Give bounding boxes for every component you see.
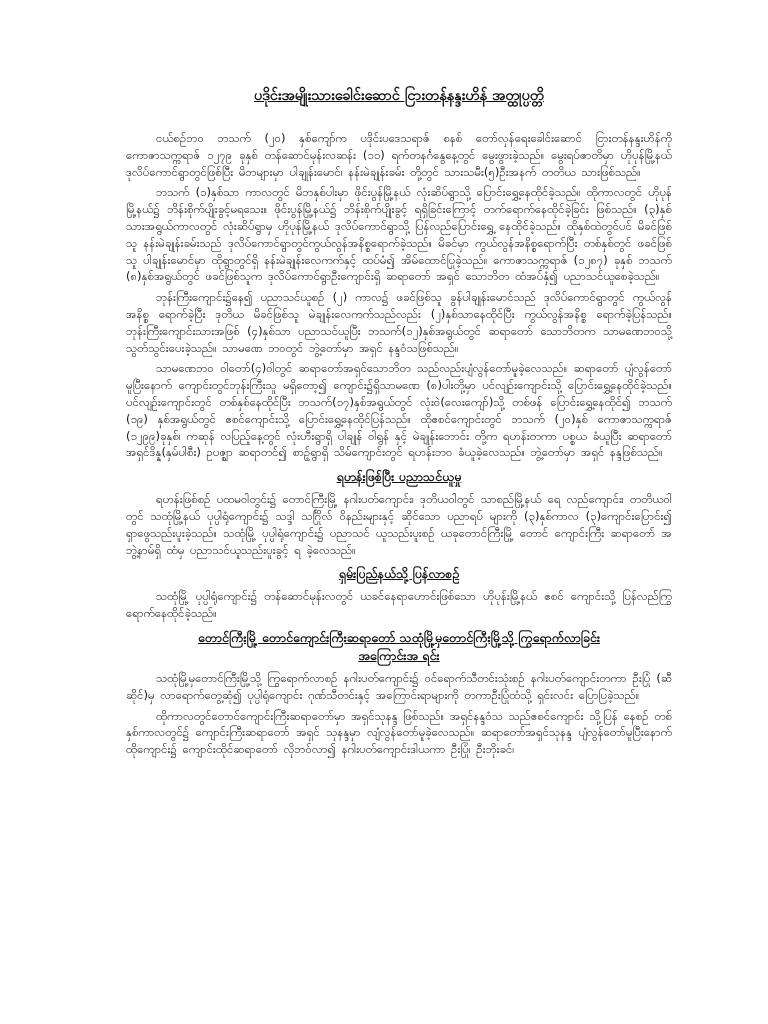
paragraph-monkhood: သာမဏေဘဝ ဝါတော်(၄)ဝါတွင် ဆရာတော်အရှင်သောဘိတ သည်လည်းပျံလွန်တော်မူခဲ့လေသည်။ ဆရာတော် ပျံလွန်တော်မူပြီးနောက် ကျောင်းတွင်ဘုန်းကြီးသူ မရှိတော့၍ ကျောင်း၌ရှိသာမဏေ (၈)ပါးတို့မှာ ပင်လျဉ်းကျောင်းသို့ ပြောင်းရွှေ့နေထိုင်ခဲ့သည်။ ပင်လျဉ်းကျောင်းတွင် တစ်နှစ်နေထိုင်ပြီး ဘသက်(၁၇)နှစ်အရွယ်တွင် လုံးဝဲ(လေးကျော်)သို့ တစ်ဖန် ပြောင်းရွှေ့နေထိုင်၍ ဘသက် (၁၉) နှစ်အရွယ်တွင် ဧစင်ကျောင်းသို့ ပြောင်းရွှေ့နေထိုင်ပြန်သည်။ ထိုဧစင်ကျောင်းတွင် ဘသက် (၂၀)နှစ် ကောဇာသက္ကရာဇ် (၁၂၉၉)ခုနှစ်၊ ကဆုန် လပြည့်နေ့တွင် လုံးဟီးရွာရှိ ပါချုန် ဝါရွန် နှင့် မဲချုန်းဘောင်း တို့က ရဟန်းတကာ ပစ္စယ ခံယူပြီး ဆရာတော် အရှင်ဒိန္န(နှမ်ပါစီး) ဥပဇ္ဈာ ဆရာတင်၍ စာဥ့်ရွာရှိ သိမ်ကျောင်းတွင် ရဟန်းဘဝ ခံယူခဲ့လေသည်။ ဘွဲ့တော်မှာ အရှင် နန္ဒဖြစ်သည်။ [126,361,672,460]
section-heading-education: ရဟန်းဖြစ်ပြီး ပညာသင်ယူမှု [336,469,462,485]
paragraph-childhood: ဘသက် (၁)နှစ်သာ ကာလတွင် မိဘနှစ်ပါးမှာ ဖိုင်းပွန်မြို့နယ် လုံးဆိပ်ရွာသို့ ပြောင်းရွှေ့နေထိုင်ခဲ့သည်။ ထိုကာလတွင် ဟိုပုန်မြို့နယ်၌ ဘိန်းစိုက်ပျိုးခွင့်မရသေး။ ဖိုင်းပွန်မြို့နယ်၌ ဘိန်းစိုက်ပျိုးခွင့် ရရှိခြင်းကြောင့် တက်ရောက်နေထိုင်ခဲ့ခြင်း ဖြစ်သည်။ (၃)နှစ်သားအရွယ်ကာလတွင် လုံးဆိပ်ရွာမှ ဟိုပုန်မြို့နယ် ဒုလိပ်ကောင်ရွာသို့ ပြန်လည်ပြောင်းရွှေ့ နေထိုင်ခဲ့သည်။ ထိုနှစ်ထဲတွင်ပင် မိခင်ဖြစ်သူ နန်းမဲချုန်းခမ်းသည် ဒုလိပ်ကောင်ရွာတွင်ကွယ်လွန်အနိစ္စရောက်ခဲ့သည်။ မိခင်မှာ ကွယ်လွန်အနိစ္စရောက်ပြီး တစ်နှစ်တွင် ဖခင်ဖြစ်သူ ပါချုန်းမောင်မှာ ထိုရွာတွင်ရှိ နန်းမဲချုန်းလေကက်နှင့် ထပ်မံ၍ အိမ်ထောင်ပြုခဲ့သည်။ ကောဇာသက္ကရာဇ် (၁၂၈၇) ခုနှစ် ဘသက် (၈)နှစ်အရွယ်တွင် ဖခင်ဖြစ်သူက ဒုလိပ်ကောင်ရွာဦးကျောင်းရှိ ဆရာတော် အရှင် သောဘိတ ထံအပ်နှံ၍ ပညာသင်ယူစေခဲ့သည်။ [126,185,672,284]
section-subheading-reason: အကြောင်းအ ရင်း [358,647,440,663]
document-title: ပဒိုင်းအမျိုးသားခေါင်းဆောင် ငြားတန်နန္ဒးဟိန် အတ္ထုပ္ပတ္တိ [254,88,544,104]
paragraph-birth: ငယ်စဉ်ဘဝ ဘသက် (၂၀) နှစ်ကျော်က ပဒိုင်းပဒေသရာဇ် စနစ် တော်လှန်ရေးခေါင်းဆောင် ငြားတန်နန္ဒးဟိန်ကို ကောဇာသက္ကရာဇ် ၁၂၇၉ ခုနှစ် တန်ဆောင်မုန်းလဆန်း (၁၁) ရက်တနင်္ဂနွေနေ့တွင် မွေးဖွားခဲ့သည်။ မွေးရပ်ဇာတိမှာ ဟိုပုန်မြို့နယ် ဒုလိပ်ကောင်ရွာတွင်ဖြစ်ပြီး မိဘများမှာ ပါချုန်းမောင်၊ နန်းမဲချုန်းခမ်း တို့တွင် သားသမီး(၅)ဦးအနက် တတိယ သားဖြစ်သည်။ [126,131,672,179]
paragraph-taunggyi-visit: သထုံမြို့မှတောင်ကြီးမြို့သို့ ကြွရောက်လာစဉ် နဂါးပတ်ကျောင်း၌ ဝင်ရောက်သီတင်းသုံးစဉ် နဂါးပတ်ကျောင်းတကာ ဦးပြုံ (ဆီဆိုင်)မှ လာရောက်တွေ့ဆုံ၍ ပုပ္ပါရုံကျောင်း ဂုဏ်သီတင်းနှင့် အကြောင်းရာများကို တကာဦးပြုံထံသို့ ရှင်းလင်း ပြောပြခဲ့သည်။ [126,670,672,702]
paragraph-abbot: ထိုကာလတွင်တောင်ကျောင်းကြီးဆရာတော်မှာ အရှင်သုနန္ဒ ဖြစ်သည်။ အရှင်နန္ဒဝံသ သည်ဧစင်ကျောင်း သို့ပြန် နေစဉ် တစ်နှစ်ကာလတွင်၌ ကျောင်းကြီးဆရာတော် အရှင် သုနန္ဒမှာ လျံလွန်တော်မူခဲ့လေသည်။ ဆရာတော်အရှင်သုနန္ဒ ပျံလွန်တော်မူပြီးနောက် ထိုကျောင်း၌ ကျောင်းထိုင်ဆရာတော် လိုဘဝ်လာ၍ နဂါးပတ်ကျောင်းဒါယကာ ဦးပြုံ၊ ဦးဘိုးခင်၊ [126,708,672,757]
section-heading-return: ရှမ်းပြည်နယ်သို့ ပြန်လာစဉ် [338,566,460,582]
paragraph-return: သထုံမြို့ ပုပ္ပါရုံကျောင်း၌ တန်ဆောင်မုန်းလတွင် ယခင်နေရာဟောင်းဖြစ်သော ဟိုပုန်းမြို့နယ် ဧစင် ကျောင်းသို့ ပြန်လည်ကြွရောက်နေထိုင်ခဲ့သည်။ [126,589,672,621]
paragraph-novice: ဘုန်းကြီးကျောင်း၌နေ၍ ပညာသင်ယူစဉ် (၂) ကာလ၌ ဖခင်ဖြစ်သူ ခွန်ပါချုန်းမောင်သည် ဒုလိပ်ကောင်ရွာတွင် ကွယ်လွန် အနိစ္စ ရောက်ခဲ့ပြီး ဒုတိယ မိခင်ဖြစ်သူ မဲချုန်းလေကက်သည်လည်း (၂)နှစ်သာနေထိုင်ပြီး ကွယ်လွန်အနိစ္စ ရောက်ခဲ့ပြန်သည်။ ဘုန်းကြီးကျောင်းသားအဖြစ် (၄)နှစ်သာ ပညာသင်ယူပြီး ဘသက်(၁၂)နှစ်အရွယ်တွင် ဆရာတော် သောဘိတက သာမဏေဘဝသို့ သွတ်သွင်းပေးခဲ့သည်။ သာမဏေ ဘဝတွင် ဘွဲ့တော်မှာ အရှင် နန္ဒဝံသဖြစ်သည်။ [126,290,672,355]
section-heading-taunggyi: တောင်ကြီးမြို့ တောင်ကျောင်းကြီးဆရာတော် သထုံမြို့မှတောင်ကြီးမြို့သို့ ကြွရောက်လာခြင်း [197,629,601,645]
paragraph-education: ရဟန်းဖြစ်စဉ် ပထမဝါတွင်း၌ တောင်ကြီးမြို့ နဂါးပတ်ကျောင်း၊ ဒုတိယဝါတွင် သာစည်မြို့နယ် ရေ လည်ကျောင်း၊ တတိယဝါတွင် သထုံမြို့နယ် ပုပ္ပါရုံကျောင်း၌ သဒ္ဒါ သင်္ဂြိုလ် ဝိနည်းများနှင့် ဆိုင်သော ပညာရပ် များကို (၃)နှစ်ကာလ (၃)ကျောင်းပြောင်း၍ ရှာဖွေသည်းပူးခဲ့သည်။ သထုံမြို့ ပုပ္ပါရုံကျောင်း၌ ပညာသင် ယူသည်းပူးစဉ် ယခုတောင်ကြီးမြို့ တောင် ကျောင်းကြီး ဆရာတော် အဘွဲ့နာမ်ရှိ ထံမှ ပညာသင်ယူသည်းပူးခွင့် ရ ခဲ့လေသည်။ [126,492,672,557]
